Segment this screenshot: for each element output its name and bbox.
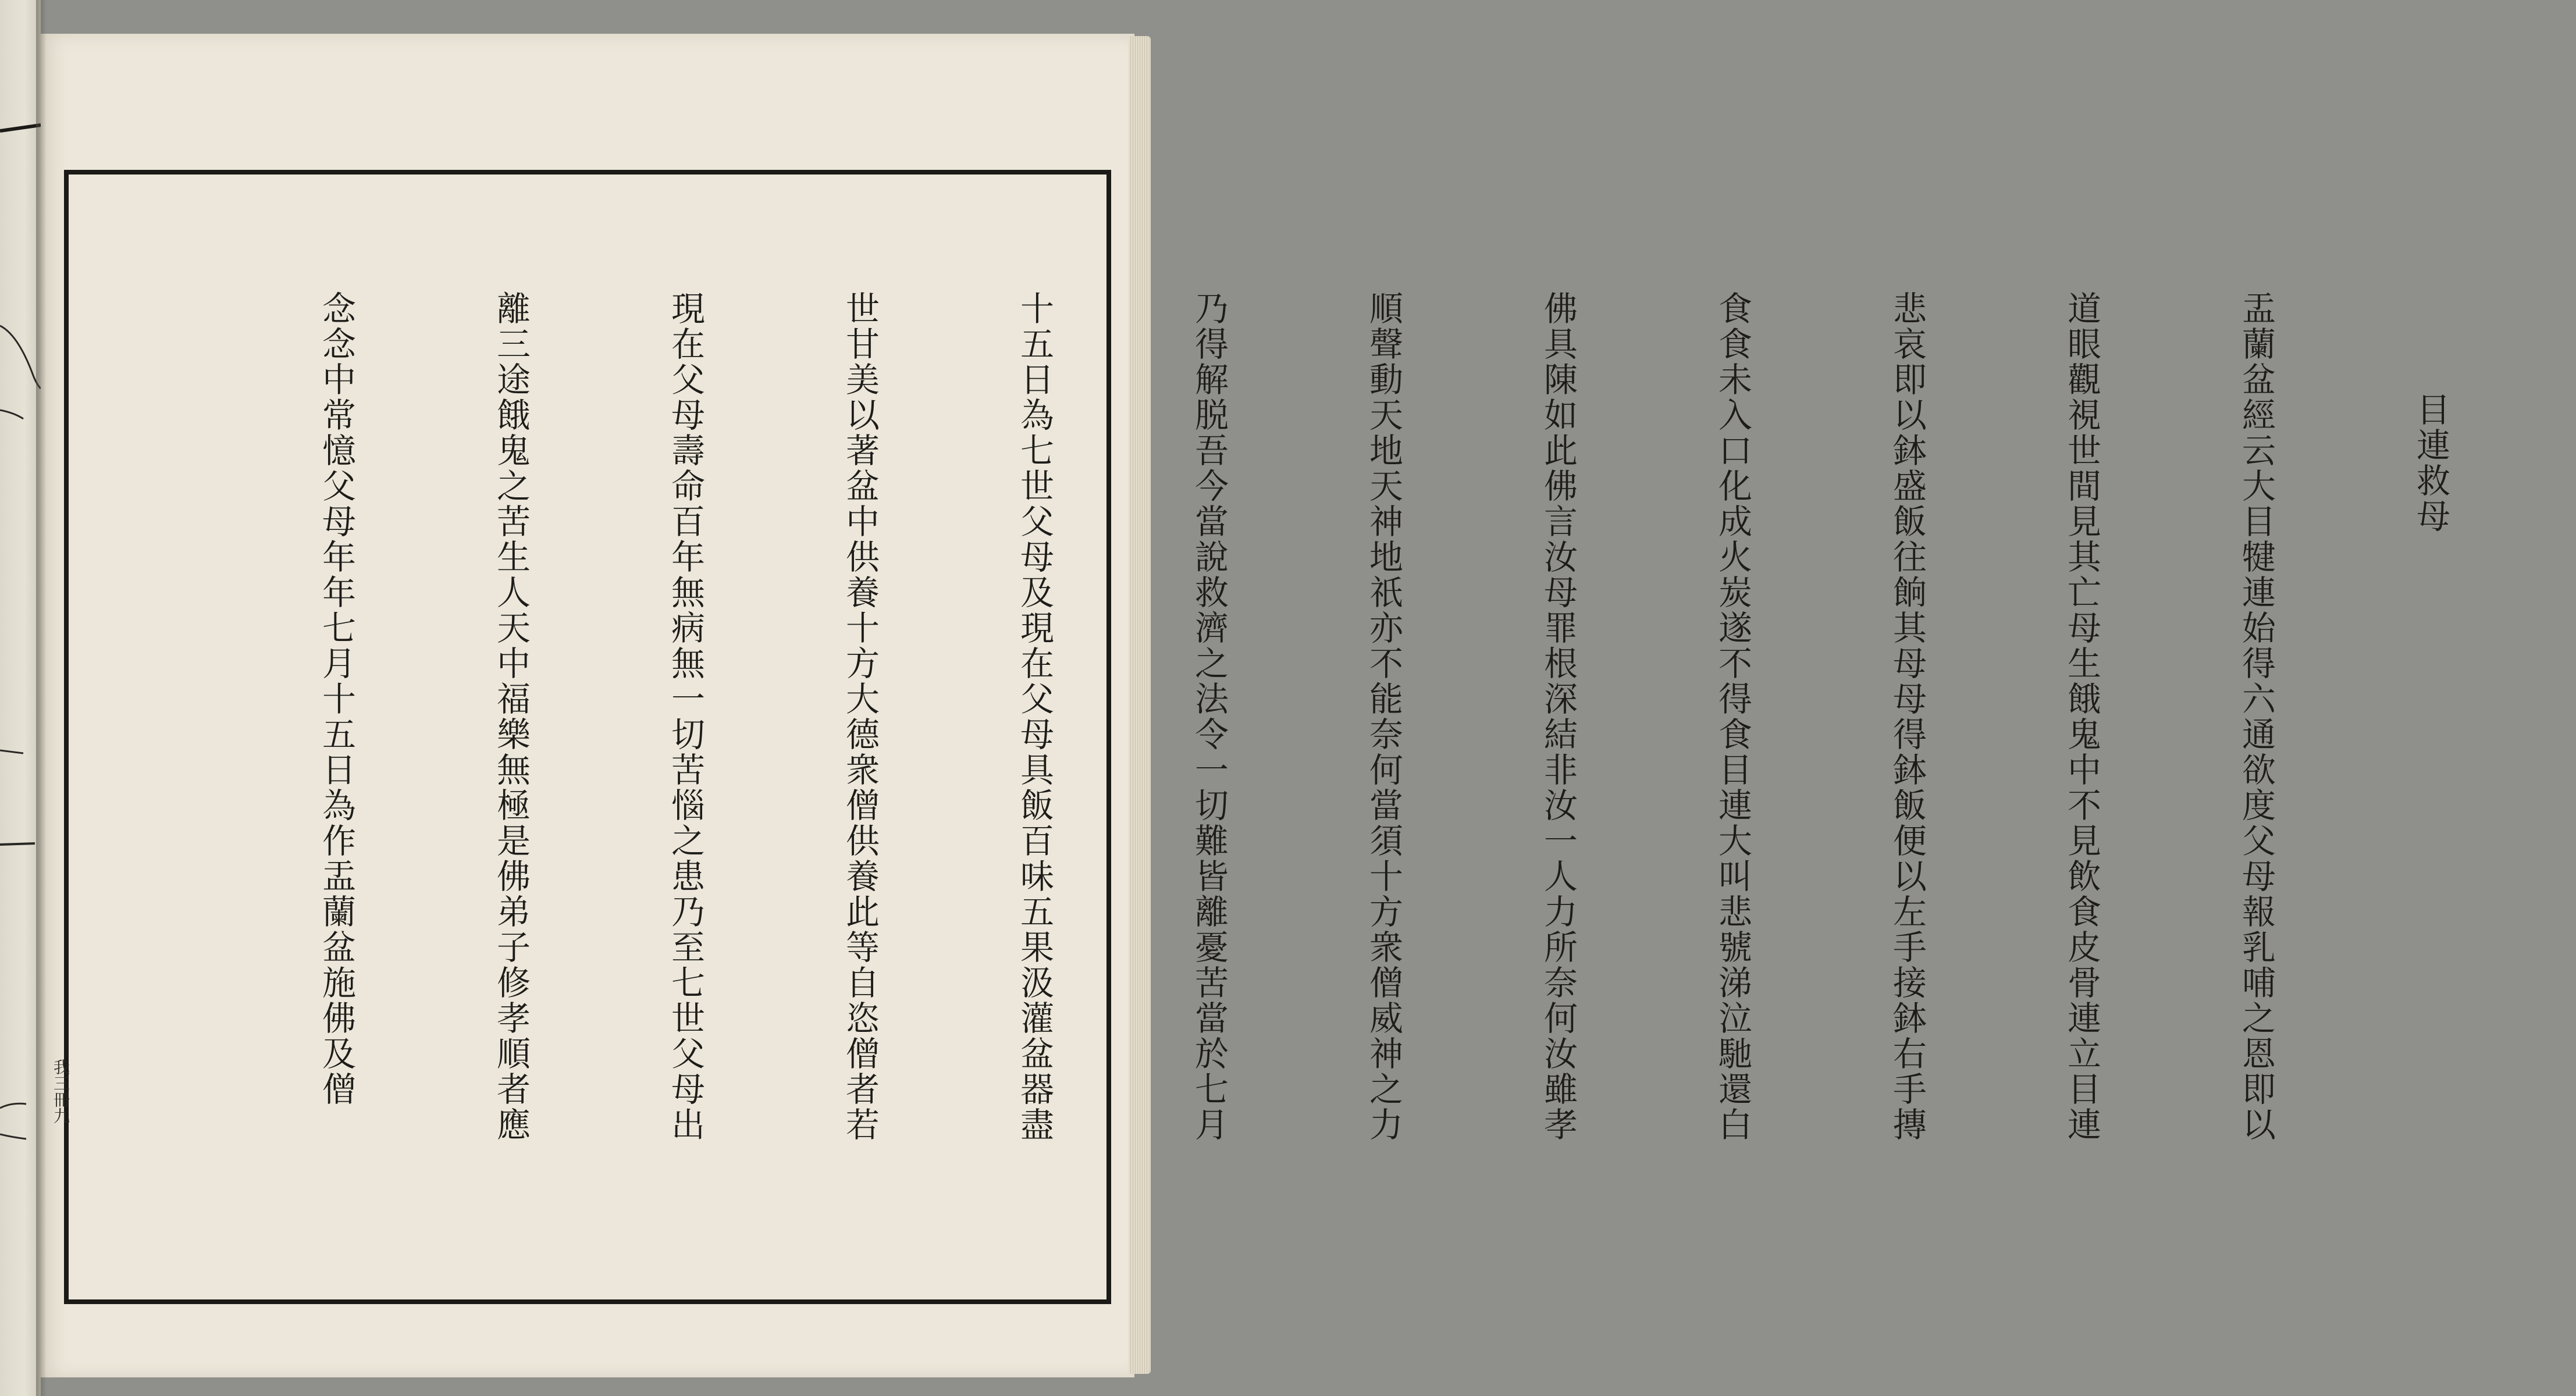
text-column: 盂蘭盆經云大目犍連始得六通欲度父母報乳哺之恩即以	[2236, 291, 2276, 1142]
text-column: 世甘美以著盆中供養十方大德衆僧供養此等自恣僧者若	[840, 291, 880, 1142]
text-column: 道眼觀視世間見其亡母生餓鬼中不見飲食皮骨連立目連	[2062, 291, 2101, 1142]
text-column: 現在父母壽命百年無病無一切苦惱之患乃至七世父母出	[666, 291, 705, 1142]
text-column: 離三途餓鬼之苦生人天中福樂無極是佛弟子修孝順者應	[491, 291, 531, 1142]
text-column: 順聲動天地天神地祇亦不能奈何當須十方衆僧威神之力	[1364, 291, 1403, 1142]
text-column: 食食未入口化成火炭遂不得食目連大叫悲號涕泣馳還白	[1713, 291, 1752, 1142]
chapter-marker: 我三冊九	[51, 1059, 70, 1124]
vertical-text-body	[191, 291, 2576, 1256]
text-column: 念念中常憶父母年年七月十五日為作盂蘭盆施佛及僧	[316, 291, 356, 1107]
text-column: 十五日為七世父母及現在父母具飯百味五果汲灌盆器盡	[1015, 291, 1054, 1142]
gutter-shadow	[36, 0, 47, 1396]
text-column: 佛具陳如此佛言汝母罪根深結非汝一人力所奈何汝雖孝	[1538, 291, 1578, 1142]
text-column: 悲哀即以鉢盛飯往餉其母母得鉢飯便以左手接鉢右手摶	[1887, 291, 1927, 1142]
facing-page-illustration	[0, 0, 41, 1396]
section-title: 目連救母	[2411, 392, 2450, 534]
text-column: 乃得解脱吾今當說救濟之法令一切難皆離憂苦當於七月	[1189, 291, 1229, 1142]
